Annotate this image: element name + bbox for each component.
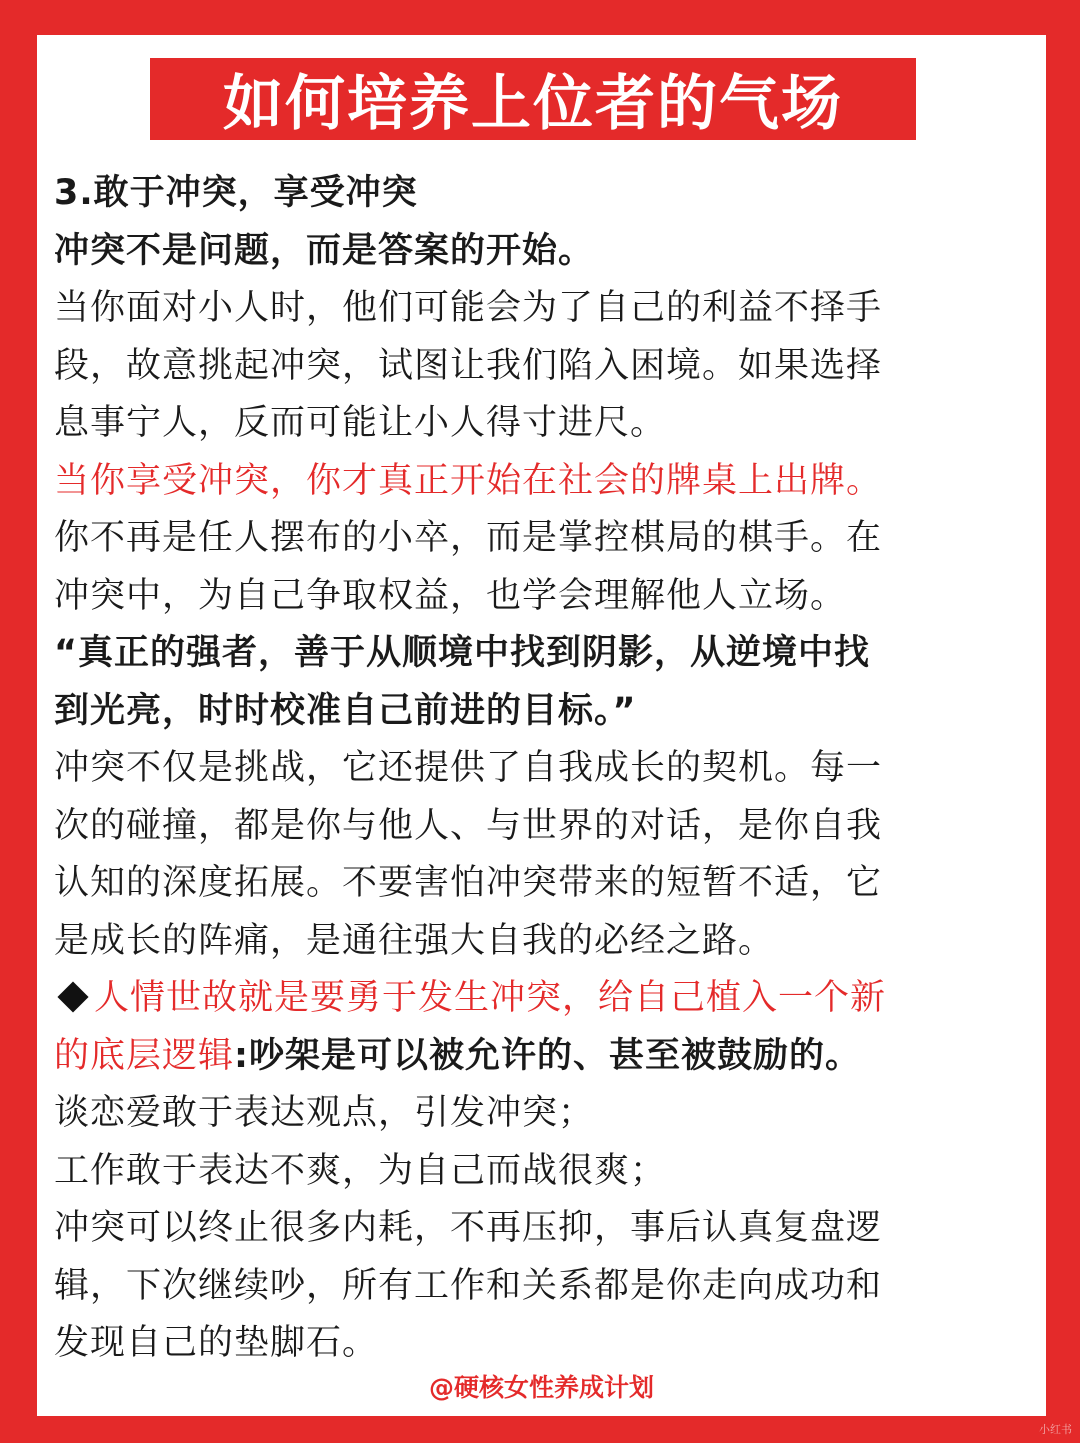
content-card [37,35,1046,1416]
paragraph-line: 息事宁人，反而可能让小人得寸进尺。 [54,403,667,443]
paragraph-line: 辑，下次继续吵，所有工作和关系都是你走向成功和 [54,1265,883,1306]
page-title: 如何培养上位者的气场 [223,69,843,139]
author-handle: @硬核女性养成计划 [428,1373,654,1402]
paragraph-line: 当你面对小人时，他们可能会为了自己的利益不择手 [54,288,883,328]
paragraph-line: 冲突不仅是挑战，它还提供了自我成长的契机。每一 [54,748,883,788]
bullet-red-text: 人情世故就是要勇于发生冲突，给自己植入一个新 [94,978,887,1018]
bullet-line [54,970,1029,1028]
paragraph-line: 认知的深度拓展。不要害怕冲突带来的短暂不适，它 [54,863,883,903]
paragraph-line: 次的碰撞，都是你与他人、与世界的对话，是你自我 [54,805,883,846]
quote-line: 到光亮，时时校准自己前进的目标。” [54,690,637,731]
quote-line: “真正的强者，善于从顺境中找到阴影，从逆境中找 [54,633,871,673]
paragraph-line: 是成长的阵痛，是通往强大自我的必经之路。 [54,920,775,961]
title-banner [150,58,916,140]
paragraph-line: 你不再是任人摆布的小卒，而是掌控棋局的棋手。在 [54,518,883,558]
paragraph-line: 冲突可以终止很多内耗，不再压抑，事后认真复盘逻 [54,1208,883,1248]
bullet-line [54,1028,1029,1086]
highlight-line: 当你享受冲突，你才真正开始在社会的牌桌上出牌。 [54,460,883,501]
watermark: 小红书 [1039,1423,1072,1436]
article-body [54,165,1029,1373]
section-subheading: 冲突不是问题，而是答案的开始。 [54,230,595,271]
paragraph-line: 冲突中，为自己争取权益，也学会理解他人立场。 [54,575,847,616]
paragraph-line: 谈恋爱敢于表达观点，引发冲突； [54,1093,595,1133]
bullet-bold-text: :吵架是可以被允许的、甚至被鼓励的。 [234,1035,862,1076]
paragraph-line: 工作敢于表达不爽，为自己而战很爽； [54,1150,667,1191]
section-heading: 3.敢于冲突，享受冲突 [54,173,418,213]
paragraph-line: 段，故意挑起冲突，试图让我们陷入困境。如果选择 [54,345,883,386]
diamond-bullet-icon [57,981,88,1012]
bullet-red-text: 的底层逻辑 [54,1035,235,1076]
paragraph-line: 发现自己的垫脚石。 [54,1323,379,1363]
